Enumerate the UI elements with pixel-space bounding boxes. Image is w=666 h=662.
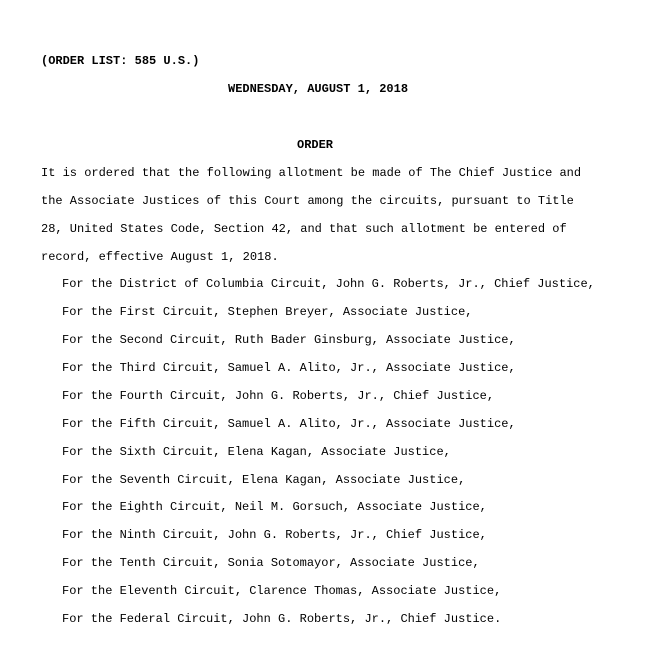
order-date: WEDNESDAY, AUGUST 1, 2018: [228, 82, 409, 96]
allotment-line: For the Tenth Circuit, Sonia Sotomayor, Associate Justice,: [62, 556, 480, 570]
allotment-line: For the First Circuit, Stephen Breyer, Associate Justice,: [62, 305, 473, 319]
allotment-line: For the Third Circuit, Samuel A. Alito, Jr., Associate Justice,: [62, 361, 516, 375]
allotment-line: For the Fourth Circuit, John G. Roberts, Jr., Chief Justice,: [62, 389, 495, 403]
allotment-line: For the Seventh Circuit, Elena Kagan, Associate Justice,: [62, 473, 466, 487]
allotment-line: For the Fifth Circuit, Samuel A. Alito, Jr., Associate Justice,: [62, 417, 516, 431]
allotment-line: For the Second Circuit, Ruth Bader Ginsburg, Associate Justice,: [62, 333, 516, 347]
order-title: ORDER: [297, 138, 334, 152]
allotment-line: For the Federal Circuit, John G. Roberts, Jr., Chief Justice.: [62, 612, 502, 626]
allotment-line: For the Eighth Circuit, Neil M. Gorsuch, Associate Justice,: [62, 500, 487, 514]
allotment-line: For the District of Columbia Circuit, John G. Roberts, Jr., Chief Justice,: [62, 277, 595, 291]
paragraph-line: record, effective August 1, 2018.: [41, 250, 279, 264]
allotment-line: For the Sixth Circuit, Elena Kagan, Associate Justice,: [62, 445, 451, 459]
allotment-line: For the Eleventh Circuit, Clarence Thomas, Associate Justice,: [62, 584, 502, 598]
paragraph-line: 28, United States Code, Section 42, and that such allotment be entered of: [41, 222, 567, 236]
paragraph-line: It is ordered that the following allotment be made of The Chief Justice and: [41, 166, 582, 180]
order-list-heading: (ORDER LIST: 585 U.S.): [41, 54, 200, 68]
allotment-line: For the Ninth Circuit, John G. Roberts, Jr., Chief Justice,: [62, 528, 487, 542]
paragraph-line: the Associate Justices of this Court among the circuits, pursuant to Title: [41, 194, 574, 208]
